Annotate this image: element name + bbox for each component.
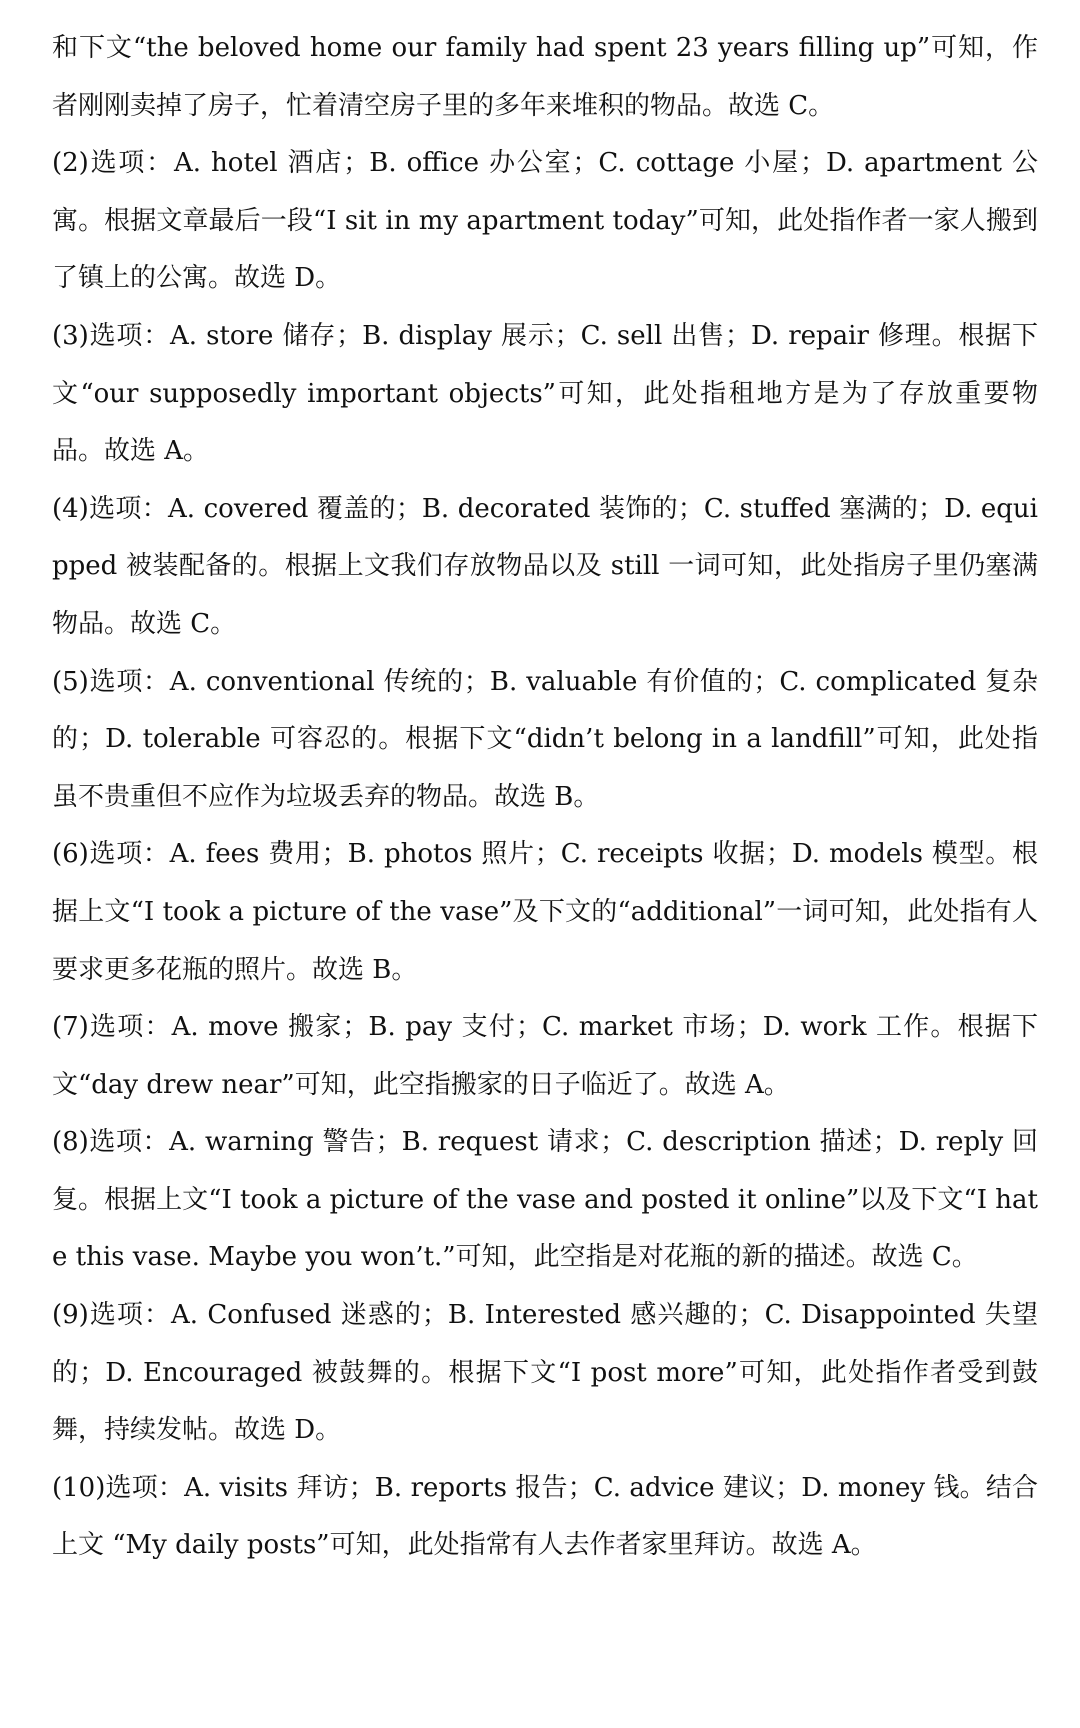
explanation-item-10: (10)选项：A. visits 拜访；B. reports 报告；C. advice 建议；D. money 钱。结合上文 “My daily posts”可知，此处指常有人去作者家里拜访。故选 A。 (52, 1472, 1038, 1561)
explanation-item-6: (6)选项：A. fees 费用；B. photos 照片；C. receipts 收据；D. models 模型。根据上文“I took a picture of the vase”及下文的“additional”一词可知，此处指有人要求更多花瓶的照片。故选 B。 (52, 839, 1038, 985)
answer-explanations (52, 20, 1038, 1575)
explanation-continued: 和下文“the beloved home our family had spent 23 years filling up”可知，作者刚刚卖掉了房子，忙着清空房子里的多年来堆积的物品。故选 C。 (52, 33, 1038, 121)
explanation-item-3: (3)选项：A. store 储存；B. display 展示；C. sell 出售；D. repair 修理。根据下文“our supposedly important objects”可知，此处指租地方是为了存放重要物品。故选 A。 (52, 320, 1038, 467)
explanation-item-4: (4)选项：A. covered 覆盖的；B. decorated 装饰的；C. stuffed 塞满的；D. equipped 被装配备的。根据上文我们存放物品以及 still 一词可知，此处指房子里仍塞满物品。故选 C。 (52, 493, 1038, 639)
explanation-item-9: (9)选项：A. Confused 迷惑的；B. Interested 感兴趣的；C. Disappointed 失望的；D. Encouraged 被鼓舞的。根据下文“I post more”可知，此处指作者受到鼓舞，持续发帖。故选 D。 (52, 1300, 1038, 1446)
explanation-item-8: (8)选项：A. warning 警告；B. request 请求；C. description 描述；D. reply 回复。根据上文“I took a picture of the vase and posted it online”以及下文“I hate this vase. Maybe you won’t.”可知，此空指是对花瓶的新的描述。故选 C。 (52, 1127, 1038, 1273)
explanation-item-2: (2)选项：A. hotel 酒店；B. office 办公室；C. cottage 小屋；D. apartment 公寓。根据文章最后一段“I sit in my apartment today”可知，此处指作者一家人搬到了镇上的公寓。故选 D。 (52, 148, 1038, 294)
explanation-item-7: (7)选项：A. move 搬家；B. pay 支付；C. market 市场；D. work 工作。根据下文“day drew near”可知，此空指搬家的日子临近了。故选 A。 (52, 1012, 1038, 1100)
explanation-item-5: (5)选项：A. conventional 传统的；B. valuable 有价值的；C. complicated 复杂的；D. tolerable 可容忍的。根据下文“didn’t belong in a landfill”可知，此处指虽不贵重但不应作为垃圾丢弃的物品。故选 B。 (52, 666, 1038, 812)
